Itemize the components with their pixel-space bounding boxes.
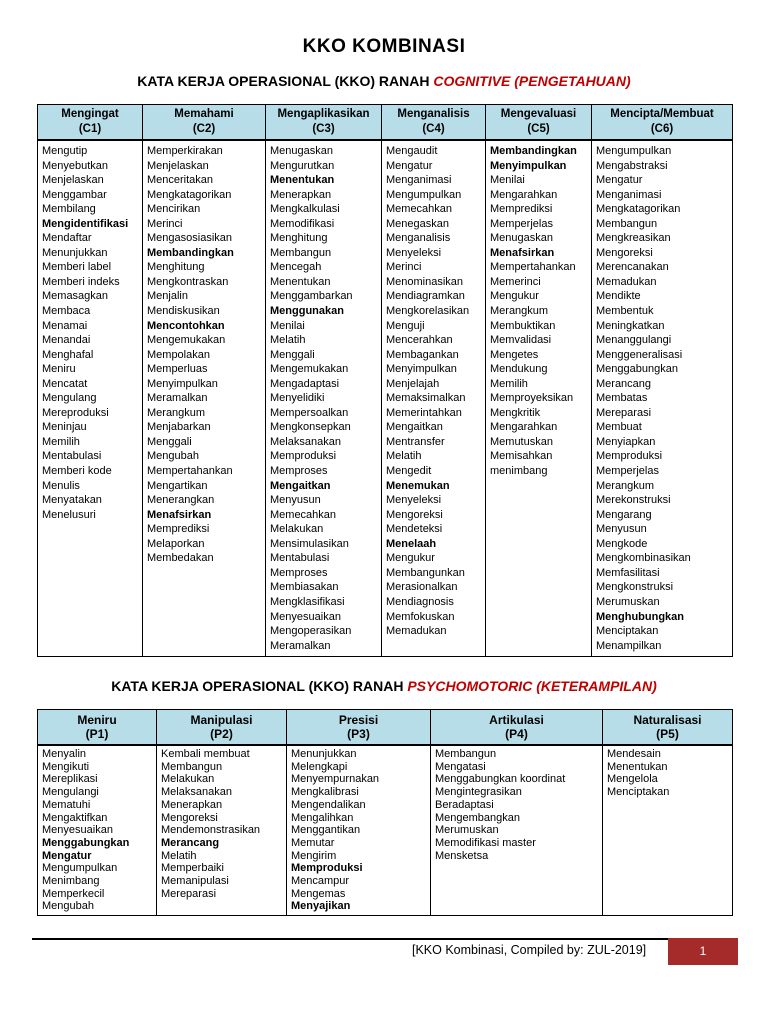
column-header-code: (P5) xyxy=(656,727,679,741)
verb-item: Memproyeksikan xyxy=(490,392,574,405)
verb-item: Menceritakan xyxy=(147,174,214,187)
verb-item: Mentabulasi xyxy=(42,450,102,463)
verb-item: Menerapkan xyxy=(270,188,332,201)
verb-item: Merangkum xyxy=(147,406,206,419)
verb-item: Memadukan xyxy=(596,275,657,288)
verb-item: Menggabungkan koordinat xyxy=(435,773,566,786)
column-header-mengevaluasi xyxy=(486,105,592,141)
verb-item: Memadukan xyxy=(386,625,447,638)
verb-item: Memodifikasi xyxy=(270,217,335,230)
column-header-name: Meniru xyxy=(77,713,117,727)
verb-item: Menjelajah xyxy=(386,377,440,390)
verb-item: Merangkum xyxy=(596,479,655,492)
verb-item: Membuat xyxy=(596,421,642,434)
psychomotoric-heading-highlight: PSYCHOMOTORIC (KETERAMPILAN) xyxy=(407,678,657,694)
verb-item: Mengoreksi xyxy=(596,246,653,259)
verb-item: Mengkonsepkan xyxy=(270,421,351,434)
column-header-memahami xyxy=(143,105,266,141)
verb-item: Merancang xyxy=(161,836,220,849)
page-number-badge: 1 xyxy=(668,938,738,965)
verb-item: Meninjau xyxy=(42,421,87,434)
verb-item: Mengoperasikan xyxy=(270,625,352,638)
verb-item: Menganimasi xyxy=(386,174,452,187)
verb-item: Mereparasi xyxy=(161,887,217,900)
verb-item: Menggantikan xyxy=(291,824,361,837)
verb-item: Membuktikan xyxy=(490,319,556,332)
verb-item: Menampilkan xyxy=(596,639,662,652)
verb-item: Menyatakan xyxy=(42,494,102,507)
verb-item: Memilih xyxy=(490,377,528,390)
cognitive-kko-table xyxy=(37,104,733,657)
verb-item: Mengadaptasi xyxy=(270,377,340,390)
verb-item: Memodifikasi master xyxy=(435,836,536,849)
verb-item: Mengukur xyxy=(386,552,435,565)
verb-item: Menentukan xyxy=(607,760,668,773)
verb-item: Membandingkan xyxy=(490,145,577,157)
verb-item: Merekonstruksi xyxy=(596,494,671,507)
verb-item: Mengatur xyxy=(42,849,92,862)
verb-list-cell xyxy=(592,140,733,657)
column-header-manipulasi xyxy=(157,710,287,746)
verb-item: Memanipulasi xyxy=(161,875,229,888)
verb-item: Menyusun xyxy=(596,523,647,536)
verb-item: Mencirikan xyxy=(147,203,201,216)
verb-item: Mempersoalkan xyxy=(270,406,349,419)
verb-item: Mengartikan xyxy=(147,479,208,492)
verb-item: Menyajikan xyxy=(291,900,351,913)
column-header-code: (C1) xyxy=(78,123,102,135)
verb-item: Mengedit xyxy=(386,465,432,478)
verb-item: Memfokuskan xyxy=(386,610,455,623)
verb-item: Memperkecil xyxy=(42,887,105,900)
verb-item: Membangunkan xyxy=(386,566,465,579)
verb-item: Mendiskusikan xyxy=(147,305,220,318)
verb-item: Mengaitkan xyxy=(270,479,331,492)
verb-item: Melakukan xyxy=(270,523,324,536)
verb-item: Mengemukakan xyxy=(270,363,349,376)
verb-item: Menciptakan xyxy=(607,786,670,799)
verb-item: Merinci xyxy=(386,261,422,274)
verb-item: Menugaskan xyxy=(490,232,553,245)
column-header-presisi xyxy=(287,710,431,746)
verb-item: Meningkatkan xyxy=(596,319,665,332)
verb-item: Mengumpulkan xyxy=(42,862,118,875)
verb-item: Menilai xyxy=(270,319,305,332)
verb-item: Melaksanakan xyxy=(161,786,232,799)
verb-item: Menggabungkan xyxy=(596,363,678,376)
verb-item: Merumuskan xyxy=(596,595,660,608)
cognitive-heading-prefix: KATA KERJA OPERASIONAL (KKO) RANAH xyxy=(137,73,434,89)
verb-item: Memerintahkan xyxy=(386,406,462,419)
verb-item: Melengkapi xyxy=(291,760,348,773)
verb-item: Memproduksi xyxy=(596,450,663,463)
verb-item: Menghafal xyxy=(42,348,94,361)
verb-item: Mengatur xyxy=(386,159,433,172)
verb-item: Merinci xyxy=(147,217,183,230)
verb-item: Menyeleksi xyxy=(386,246,442,259)
verb-item: Mengkontraskan xyxy=(147,275,229,288)
verb-item: Menyimpulkan xyxy=(147,377,218,390)
verb-item: Menjalin xyxy=(147,290,188,303)
verb-item: Kembali membuat xyxy=(161,748,250,760)
verb-item: Mengurutkan xyxy=(270,159,335,172)
verb-item: Menyesuaikan xyxy=(270,610,341,623)
verb-item: Menelaah xyxy=(386,537,437,550)
verb-item: Menggambar xyxy=(42,188,107,201)
verb-item: Menyebutkan xyxy=(42,159,109,172)
verb-item: Mengkatagorikan xyxy=(596,203,681,216)
verb-item: Memperluas xyxy=(147,363,208,376)
verb-item: Membilang xyxy=(42,203,96,216)
verb-item: Mempertahankan xyxy=(490,261,576,274)
verb-item: Mengendalikan xyxy=(291,798,366,811)
verb-item: Memperbaiki xyxy=(161,862,224,875)
verb-item: Menghitung xyxy=(147,261,205,274)
verb-item: Memprediksi xyxy=(147,523,210,536)
verb-item: Menjelaskan xyxy=(42,174,104,187)
verb-item: Mempolakan xyxy=(147,348,210,361)
verb-list-cell xyxy=(157,745,287,916)
verb-item: Mengikuti xyxy=(42,760,90,773)
column-header-meniru xyxy=(38,710,157,746)
verb-item: Merasionalkan xyxy=(386,581,458,594)
verb-item: Mengumpulkan xyxy=(386,188,462,201)
verb-item: Meniru xyxy=(42,363,76,376)
verb-item: Mengubah xyxy=(147,450,199,463)
verb-item: Mereproduksi xyxy=(42,406,109,419)
verb-item: Mengkode xyxy=(596,537,648,550)
verb-item: Menghubungkan xyxy=(596,610,684,623)
verb-item: Membagankan xyxy=(386,348,459,361)
column-header-name: Presisi xyxy=(338,713,379,727)
verb-item: Mentabulasi xyxy=(270,552,330,565)
verb-item: Menandai xyxy=(42,334,91,347)
verb-item: Menerapkan xyxy=(161,798,223,811)
psychomotoric-heading xyxy=(0,678,768,694)
verb-item: Mendikte xyxy=(596,290,641,303)
verb-item: Memproses xyxy=(270,566,328,579)
verb-item: Mengkonstruksi xyxy=(596,581,674,594)
verb-item: Memerinci xyxy=(490,275,541,288)
verb-item: Menyimpulkan xyxy=(386,363,457,376)
column-header-code: (C6) xyxy=(650,123,674,135)
verb-item: Mengklasifikasi xyxy=(270,595,345,608)
verb-item: Mengirim xyxy=(291,849,337,862)
verb-item: Mencerahkan xyxy=(386,334,453,347)
verb-item: Membangun xyxy=(161,760,223,773)
verb-item: Mendukung xyxy=(490,363,548,376)
verb-list-cell xyxy=(486,140,592,657)
column-header-code: (C2) xyxy=(192,123,216,135)
verb-item: Mematuhi xyxy=(42,798,91,811)
verb-item: Mengemas xyxy=(291,887,346,900)
verb-item: Menguji xyxy=(386,319,425,332)
verb-list-cell xyxy=(266,140,382,657)
verb-item: Mengemukakan xyxy=(147,334,226,347)
verb-item: Menunjukkan xyxy=(42,246,108,259)
column-header-code: (P1) xyxy=(85,727,109,741)
verb-item: Melaksanakan xyxy=(270,435,341,448)
verb-item: Menegaskan xyxy=(386,217,449,230)
verb-item: Membiasakan xyxy=(270,581,339,594)
verb-item: Merancang xyxy=(596,377,652,390)
verb-item: Membangun xyxy=(596,217,658,230)
verb-item: Mengkritik xyxy=(490,406,541,419)
verb-item: Menilai xyxy=(490,174,525,187)
column-header-name: Mencipta/Membuat xyxy=(610,108,714,120)
verb-item: Menjabarkan xyxy=(147,421,211,434)
verb-item: Menyiapkan xyxy=(596,435,656,448)
column-header-name: Mengevaluasi xyxy=(500,108,577,120)
verb-item: Membandingkan xyxy=(147,246,234,259)
verb-item: Mengarang xyxy=(596,508,652,521)
verb-item: Mencatat xyxy=(42,377,88,390)
verb-item: Mengumpulkan xyxy=(596,145,672,157)
verb-item: Menciptakan xyxy=(596,625,659,638)
verb-list-cell xyxy=(38,140,143,657)
column-header-code: (C5) xyxy=(527,123,550,135)
verb-item: Mereparasi xyxy=(596,406,652,419)
verb-item: Memberi kode xyxy=(42,465,112,478)
verb-item: Menyelidiki xyxy=(270,392,325,405)
verb-item: Membangun xyxy=(435,748,497,760)
verb-item: Mengkreasikan xyxy=(596,232,671,245)
verb-item: Menggunakan xyxy=(270,305,344,318)
verb-item: Mengaudit xyxy=(386,145,438,157)
verb-item: Menggali xyxy=(270,348,315,361)
verb-item: Memaksimalkan xyxy=(386,392,466,405)
verb-item: Mengulang xyxy=(42,392,97,405)
verb-item: Mendeteksi xyxy=(386,523,443,536)
column-header-name: Manipulasi xyxy=(190,713,253,727)
verb-item: Mengulangi xyxy=(42,786,99,799)
verb-item: Menyimpulkan xyxy=(490,159,567,172)
verb-list-cell xyxy=(603,745,733,916)
column-header-menganalisis xyxy=(382,105,486,141)
verb-item: Mengaitkan xyxy=(386,421,443,434)
verb-item: Menjelaskan xyxy=(147,159,209,172)
verb-item: Mendemonstrasikan xyxy=(161,824,261,837)
verb-item: Memperjelas xyxy=(490,217,553,230)
verb-item: Mereplikasi xyxy=(42,773,98,786)
verb-item: Membedakan xyxy=(147,552,214,565)
verb-item: Mensketsa xyxy=(435,849,489,862)
verb-item: Mengkombinasikan xyxy=(596,552,691,565)
verb-item: Membangun xyxy=(270,246,332,259)
verb-item: Memperjelas xyxy=(596,465,659,478)
column-header-mengingat xyxy=(38,105,143,141)
verb-item: Menggali xyxy=(147,435,192,448)
verb-item: menimbang xyxy=(490,465,548,478)
column-header-mengaplikasikan xyxy=(266,105,382,141)
verb-item: Menyeleksi xyxy=(386,494,442,507)
verb-list-cell xyxy=(431,745,603,916)
verb-item: Memfasilitasi xyxy=(596,566,660,579)
column-header-name: Artikulasi xyxy=(489,713,544,727)
verb-item: Memecahkan xyxy=(270,508,337,521)
verb-item: Memperkirakan xyxy=(147,145,223,157)
verb-item: Memproduksi xyxy=(270,450,337,463)
verb-item: Mengarahkan xyxy=(490,421,558,434)
verb-item: Memasagkan xyxy=(42,290,109,303)
verb-item: Memproduksi xyxy=(291,862,363,875)
verb-item: Menggabungkan xyxy=(42,836,130,849)
column-header-code: (C4) xyxy=(422,123,445,135)
column-header-name: Mengingat xyxy=(61,108,119,120)
verb-item: Mengutip xyxy=(42,145,88,157)
verb-item: Meramalkan xyxy=(270,639,331,652)
verb-item: Mengatur xyxy=(596,174,643,187)
verb-item: Menentukan xyxy=(270,275,331,288)
verb-item: Menyesuaikan xyxy=(42,824,113,837)
verb-item: Menafsirkan xyxy=(147,508,212,521)
verb-item: Menyusun xyxy=(270,494,321,507)
verb-item: Mengkalibrasi xyxy=(291,786,359,799)
verb-item: Merangkum xyxy=(490,305,549,318)
verb-item: Melatih xyxy=(270,334,306,347)
verb-item: Mendaftar xyxy=(42,232,92,245)
verb-item: Mencegah xyxy=(270,261,322,274)
verb-item: Memutar xyxy=(291,836,335,849)
verb-item: Mengalihkan xyxy=(291,811,354,824)
verb-item: Beradaptasi xyxy=(435,798,494,811)
verb-item: Menemukan xyxy=(386,479,450,492)
verb-item: Menulis xyxy=(42,479,80,492)
verb-item: Mencontohkan xyxy=(147,319,225,332)
column-header-mencipta-membuat xyxy=(592,105,733,141)
verb-item: Merumuskan xyxy=(435,824,499,837)
verb-item: Memberi indeks xyxy=(42,275,120,288)
verb-item: Menyalin xyxy=(42,748,87,760)
verb-item: Melatih xyxy=(161,849,197,862)
verb-item: Menelusuri xyxy=(42,508,96,521)
verb-item: Membatas xyxy=(596,392,648,405)
verb-item: Mendiagramkan xyxy=(386,290,465,303)
verb-item: Mendiagnosis xyxy=(386,595,454,608)
verb-item: Mengasosiasikan xyxy=(147,232,232,245)
verb-item: Mengoreksi xyxy=(161,811,218,824)
verb-item: Menugaskan xyxy=(270,145,333,157)
column-header-name: Mengaplikasikan xyxy=(277,108,370,120)
verb-item: Mendesain xyxy=(607,748,661,760)
verb-item: Membentuk xyxy=(596,305,654,318)
column-header-naturalisasi xyxy=(603,710,733,746)
verb-item: Mengkorelasikan xyxy=(386,305,470,318)
verb-item: Memisahkan xyxy=(490,450,553,463)
verb-item: Mensimulasikan xyxy=(270,537,349,550)
verb-item: Mengelola xyxy=(607,773,658,786)
verb-item: Mengarahkan xyxy=(490,188,558,201)
column-header-name: Menganalisis xyxy=(397,108,470,120)
verb-item: Menghitung xyxy=(270,232,328,245)
column-header-name: Memahami xyxy=(174,108,234,120)
verb-item: Menggeneralisasi xyxy=(596,348,683,361)
verb-item: Mentransfer xyxy=(386,435,445,448)
verb-item: Merencanakan xyxy=(596,261,669,274)
verb-list-cell xyxy=(382,140,486,657)
psychomotoric-kko-table xyxy=(37,709,733,916)
page-title: KKO KOMBINASI xyxy=(302,36,466,57)
verb-item: Melakukan xyxy=(161,773,215,786)
verb-item: Mencampur xyxy=(291,875,350,888)
verb-item: Mengintegrasikan xyxy=(435,786,522,799)
verb-item: Menamai xyxy=(42,319,88,332)
verb-item: Mengabstraksi xyxy=(596,159,668,172)
verb-item: Menganimasi xyxy=(596,188,662,201)
verb-item: Memproses xyxy=(270,465,328,478)
cognitive-heading-highlight: COGNITIVE (PENGETAHUAN) xyxy=(433,73,631,89)
psychomotoric-heading-prefix: KATA KERJA OPERASIONAL (KKO) RANAH xyxy=(111,678,408,694)
verb-item: Memutuskan xyxy=(490,435,553,448)
verb-item: Mengatasi xyxy=(435,760,486,773)
verb-item: Menominasikan xyxy=(386,275,464,288)
verb-item: Mengkatagorikan xyxy=(147,188,232,201)
verb-item: Membaca xyxy=(42,305,91,318)
cognitive-heading xyxy=(0,73,768,89)
verb-list-cell xyxy=(38,745,157,916)
column-header-code: (P2) xyxy=(210,727,233,741)
verb-list-cell xyxy=(287,745,431,916)
column-header-code: (P4) xyxy=(505,727,528,741)
verb-item: Memilih xyxy=(42,435,80,448)
verb-item: Mengkalkulasi xyxy=(270,203,340,216)
verb-item: Menafsirkan xyxy=(490,246,555,259)
verb-item: Melaporkan xyxy=(147,537,205,550)
column-header-code: (P3) xyxy=(347,727,370,741)
verb-item: Meramalkan xyxy=(147,392,208,405)
verb-item: Menyempurnakan xyxy=(291,773,380,786)
verb-item: Menggambarkan xyxy=(270,290,353,303)
footer-divider xyxy=(32,938,738,940)
column-header-name: Naturalisasi xyxy=(633,713,702,727)
verb-item: Memberi label xyxy=(42,261,112,274)
verb-item: Menganalisis xyxy=(386,232,451,245)
verb-item: Menentukan xyxy=(270,174,335,187)
verb-list-cell xyxy=(143,140,266,657)
footer-credit: [KKO Kombinasi, Compiled by: ZUL-2019] xyxy=(412,943,647,957)
column-header-artikulasi xyxy=(431,710,603,746)
verb-item: Menunjukkan xyxy=(291,748,357,760)
verb-item: Mengoreksi xyxy=(386,508,443,521)
verb-item: Mengembangkan xyxy=(435,811,521,824)
verb-item: Memprediksi xyxy=(490,203,553,216)
verb-item: Mengidentifikasi xyxy=(42,217,129,230)
verb-item: Menimbang xyxy=(42,875,100,888)
verb-item: Menanggulangi xyxy=(596,334,672,347)
verb-item: Mengukur xyxy=(490,290,539,303)
verb-item: Memvalidasi xyxy=(490,334,552,347)
verb-item: Melatih xyxy=(386,450,422,463)
column-header-code: (C3) xyxy=(312,123,335,135)
verb-item: Mengetes xyxy=(490,348,539,361)
verb-item: Mengubah xyxy=(42,900,94,913)
verb-item: Memecahkan xyxy=(386,203,453,216)
verb-item: Mempertahankan xyxy=(147,465,233,478)
verb-item: Mengaktifkan xyxy=(42,811,108,824)
verb-item: Menerangkan xyxy=(147,494,215,507)
